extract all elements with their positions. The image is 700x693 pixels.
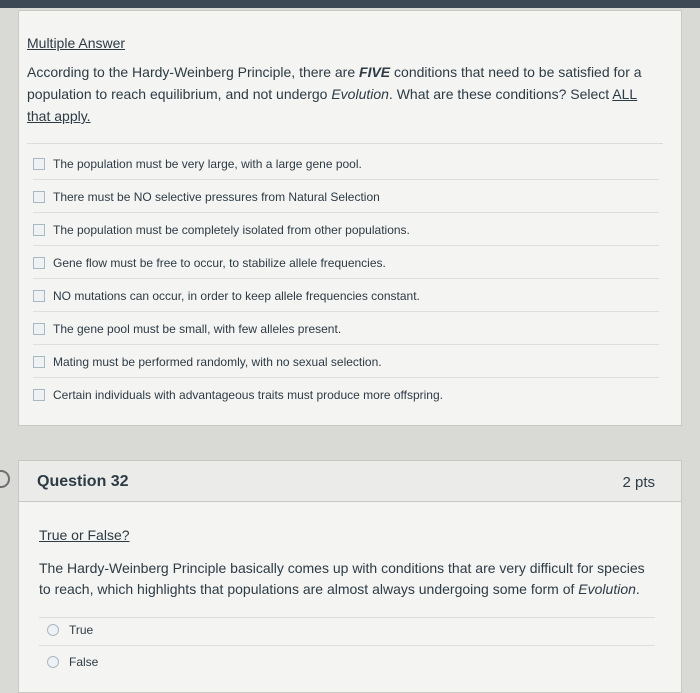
question-prompt [39, 558, 649, 600]
question-32-card [18, 460, 682, 693]
answer-option[interactable] [39, 646, 655, 678]
answer-choice[interactable] [33, 379, 659, 411]
question-type-label: True or False? [39, 527, 130, 543]
answer-choice[interactable] [33, 346, 659, 378]
answer-label: There must be NO selective pressures from Natural Selection [53, 189, 380, 204]
checkbox[interactable] [33, 257, 45, 269]
prompt-text: According to the Hardy-Weinberg Principle, there are [27, 64, 360, 80]
prompt-emphasis-evolution: Evolution [578, 581, 636, 597]
answer-label: Mating must be performed randomly, with no sexual selection. [53, 354, 382, 369]
prompt-text: . [635, 581, 640, 597]
radio-button[interactable] [47, 624, 59, 636]
radio-button[interactable] [47, 656, 59, 668]
answer-choice[interactable] [33, 181, 659, 213]
prompt-emphasis-evolution: Evolution [331, 86, 389, 102]
prompt-text: . What are these conditions? Select [388, 86, 613, 102]
option-label: False [69, 655, 99, 669]
answer-label: NO mutations can occur, in order to keep allele frequencies constant. [53, 288, 420, 303]
answer-label: The population must be very large, with a large gene pool. [53, 156, 362, 171]
answer-choice[interactable] [33, 247, 659, 279]
question-prompt [27, 61, 657, 127]
option-label: True [69, 622, 94, 637]
divider [27, 143, 663, 144]
question-31-card [18, 10, 682, 426]
prompt-text: The Hardy-Weinberg Principle basically comes up with conditions that are very difficult for species to reach, which highlights that populations are almost always undergoing some form of [39, 560, 645, 597]
question-header [19, 461, 681, 502]
checkbox[interactable] [33, 323, 45, 335]
checkbox[interactable] [33, 158, 45, 170]
question-points: 2 pts [622, 474, 655, 491]
checkbox[interactable] [33, 191, 45, 203]
question-title: Question 32 [37, 473, 129, 490]
prompt-emphasis-five: FIVE [359, 64, 391, 80]
answer-label: Certain individuals with advantageous traits must produce more offspring. [53, 388, 443, 402]
answer-choice[interactable] [33, 280, 659, 312]
answer-label: The population must be completely isolated from other populations. [53, 222, 410, 237]
checkbox[interactable] [33, 224, 45, 236]
question-type-label: Multiple Answer [27, 35, 126, 51]
answer-label: Gene flow must be free to occur, to stabilize allele frequencies. [53, 255, 386, 270]
answer-option[interactable] [39, 614, 655, 646]
answer-choice[interactable] [33, 214, 659, 246]
flag-question-icon[interactable] [0, 470, 10, 488]
answer-label: The gene pool must be small, with few alleles present. [53, 321, 342, 336]
checkbox[interactable] [33, 356, 45, 368]
prompt-emphasis-all: ALL that apply. [27, 86, 638, 124]
checkbox[interactable] [33, 389, 45, 401]
checkbox[interactable] [33, 290, 45, 302]
answer-choice[interactable] [33, 148, 659, 180]
top-bar [0, 0, 700, 8]
prompt-text: conditions that need to be satisfied for a population to reach equilibrium, and not undergo [27, 64, 642, 102]
answer-choice[interactable] [33, 313, 659, 345]
